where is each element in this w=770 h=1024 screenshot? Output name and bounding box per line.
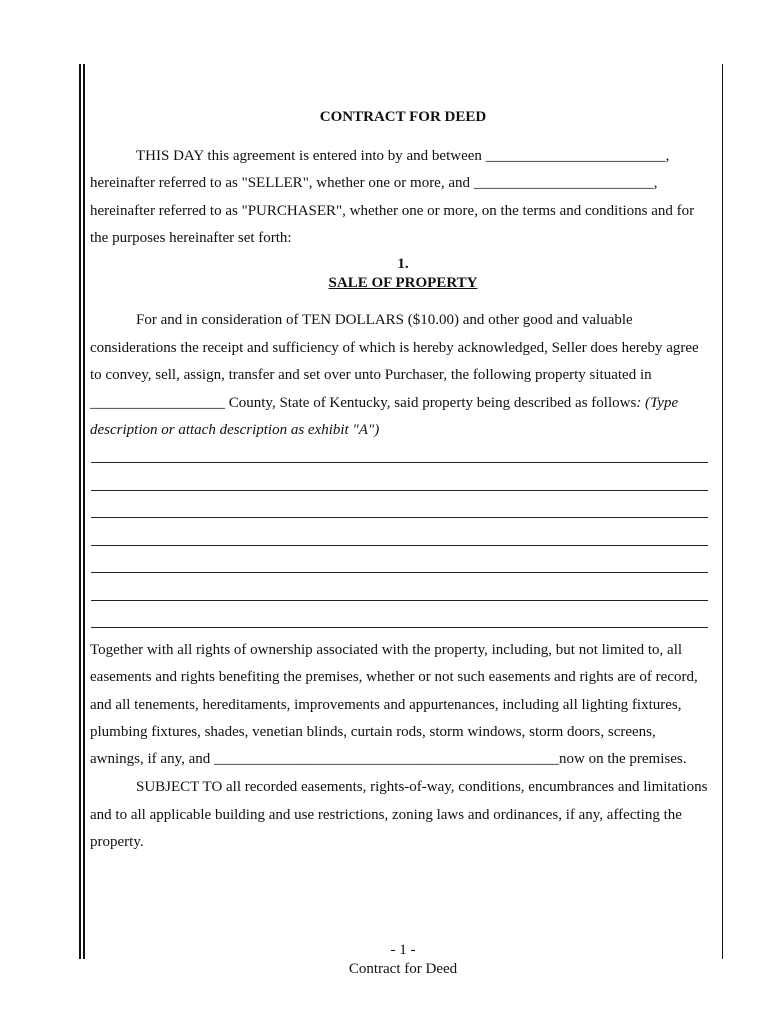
document-title: CONTRACT FOR DEED xyxy=(319,109,487,125)
para1-line4: the purposes hereinafter set forth: xyxy=(90,230,292,246)
para2-line4-italic: : (Type xyxy=(636,395,679,411)
description-blank-line[interactable] xyxy=(91,517,708,518)
footer-label: Contract for Deed xyxy=(348,961,458,977)
section-heading xyxy=(90,275,716,292)
para4-line3: property. xyxy=(90,834,144,850)
para2-line4 xyxy=(90,394,678,412)
para1-line1: THIS DAY this agreement is entered into by and between ________________________, xyxy=(136,148,670,164)
para2-line4-text: __________________ County, State of Kentucky, said property being described as follows xyxy=(90,395,637,411)
description-blank-line[interactable] xyxy=(91,545,708,546)
para2-line1: For and in consideration of TEN DOLLARS ($10.00) and other good and valuable xyxy=(136,312,633,328)
para2-line2: considerations the receipt and sufficiency of which is hereby acknowledged, Seller does hereby agree xyxy=(90,340,699,356)
description-blank-line[interactable] xyxy=(91,600,708,601)
para4-line1: SUBJECT TO all recorded easements, rights-of-way, conditions, encumbrances and limitations xyxy=(136,779,708,795)
description-blank-line[interactable] xyxy=(91,490,708,491)
para2-line5: description or attach description as exhibit "A") xyxy=(90,422,380,438)
para1-line2: hereinafter referred to as "SELLER", whether one or more, and ________________________, xyxy=(90,175,658,191)
para3-line3: and all tenements, hereditaments, improvements and appurtenances, including all lighting fixtures, xyxy=(90,697,682,713)
description-blank-line[interactable] xyxy=(91,572,708,573)
para3-line5: awnings, if any, and ______________________________________________now on the premises. xyxy=(90,751,687,767)
description-blank-line[interactable] xyxy=(91,462,708,463)
section-heading-text: SALE OF PROPERTY xyxy=(328,275,478,291)
left-margin-rule-inner xyxy=(83,64,85,959)
para4-line2: and to all applicable building and use restrictions, zoning laws and ordinances, if any, affecting the xyxy=(90,807,682,823)
para3-line2: easements and rights benefiting the premises, whether or not such easements and rights are of record, xyxy=(90,669,698,685)
left-margin-rule-outer xyxy=(79,64,81,959)
para3-line4: plumbing fixtures, shades, venetian blinds, curtain rods, storm windows, storm doors, screens, xyxy=(90,724,656,740)
para2-line3: to convey, sell, assign, transfer and set over unto Purchaser, the following property situated in xyxy=(90,367,652,383)
para1-line3: hereinafter referred to as "PURCHASER", whether one or more, on the terms and conditions and for xyxy=(90,203,695,219)
description-blank-line[interactable] xyxy=(91,627,708,628)
section-number: 1. xyxy=(397,256,409,272)
right-margin-rule xyxy=(722,64,723,959)
para3-line1: Together with all rights of ownership associated with the property, including, but not limited to, all xyxy=(90,642,683,658)
page-number: - 1 - xyxy=(390,942,416,958)
